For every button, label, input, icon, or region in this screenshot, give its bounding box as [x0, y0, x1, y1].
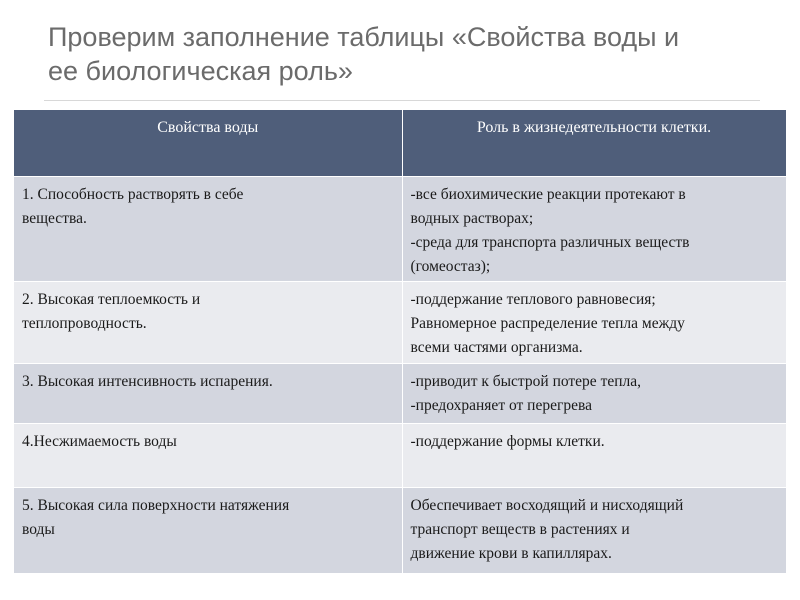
role-cell	[402, 423, 786, 487]
table-header-row	[14, 110, 786, 176]
role-cell	[402, 487, 786, 573]
table-row	[14, 363, 786, 423]
property-cell	[14, 487, 402, 573]
slide-title-line-1: Проверим заполнение таблицы «Свойства воды и	[48, 22, 680, 52]
role-line: Равномерное распределение тепла между	[410, 314, 685, 332]
property-cell	[14, 281, 402, 363]
role-line: -среда для транспорта различных веществ	[410, 233, 690, 251]
property-line: теплопроводность.	[22, 314, 147, 332]
role-line: -предохраняет от перегрева	[410, 396, 592, 414]
header-role: Роль в жизнедеятельности клетки.	[402, 110, 786, 176]
role-line: движение крови в капиллярах.	[410, 544, 612, 562]
title-divider	[44, 100, 760, 101]
property-line: 4.Несжимаемость воды	[22, 432, 177, 450]
property-line: 2. Высокая теплоемкость и	[22, 290, 201, 308]
property-cell	[14, 423, 402, 487]
table-row	[14, 281, 786, 363]
property-line: 1. Способность растворять в себе	[22, 185, 244, 203]
role-line: водных растворах;	[410, 209, 534, 227]
role-line: Обеспечивает восходящий и нисходящий	[410, 496, 684, 514]
role-line: -все биохимические реакции протекают в	[410, 185, 686, 203]
role-line: всеми частями организма.	[410, 338, 583, 356]
property-line: 3. Высокая интенсивность испарения.	[22, 372, 273, 390]
role-cell	[402, 363, 786, 423]
table-row	[14, 487, 786, 573]
role-line: -поддержание теплового равновесия;	[410, 290, 656, 308]
table-row	[14, 176, 786, 281]
role-line: -поддержание формы клетки.	[410, 432, 605, 450]
property-line: 5. Высокая сила поверхности натяжения	[22, 496, 290, 514]
water-properties-table	[14, 110, 787, 573]
slide-title-line-2: ее биологическая роль»	[48, 56, 353, 86]
role-line: транспорт веществ в растениях и	[410, 520, 630, 538]
role-cell	[402, 281, 786, 363]
table-row	[14, 423, 786, 487]
header-properties: Свойства воды	[14, 110, 402, 176]
role-line: -приводит к быстрой потере тепла,	[410, 372, 642, 390]
property-line: воды	[22, 520, 55, 538]
role-cell	[402, 176, 786, 281]
role-line: (гомеостаз);	[410, 257, 491, 275]
property-cell	[14, 176, 402, 281]
property-line: вещества.	[22, 209, 87, 227]
slide-title	[48, 20, 768, 88]
property-cell	[14, 363, 402, 423]
